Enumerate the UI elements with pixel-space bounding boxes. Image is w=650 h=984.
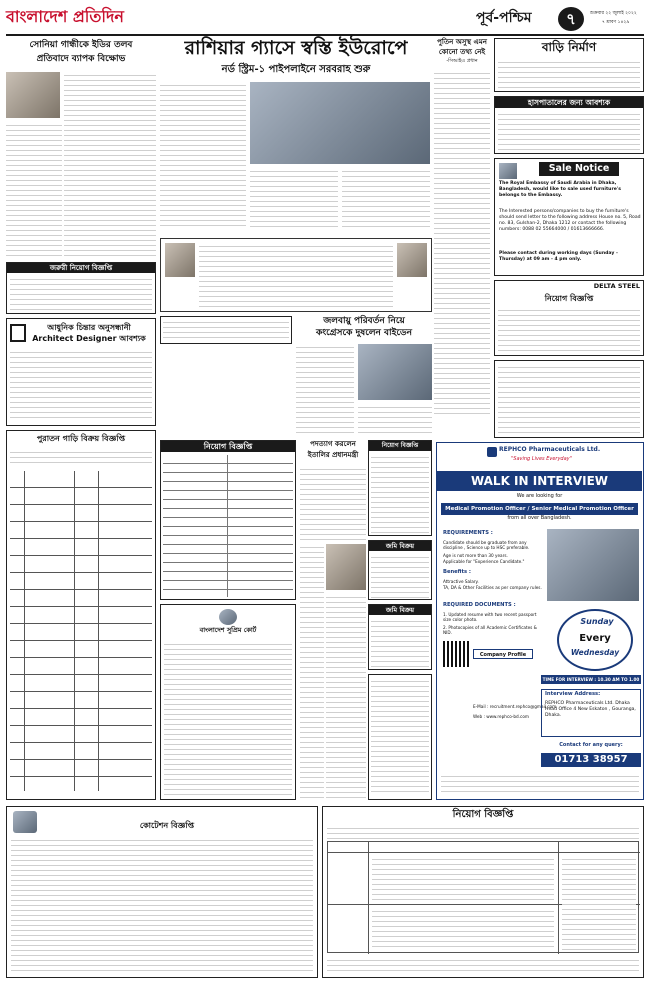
biden-body	[296, 344, 354, 434]
misc-ad	[368, 674, 432, 800]
hospital-ad-title: হাসপাতালের জন্য আবশ্যক	[495, 97, 643, 108]
rephco-ad	[436, 442, 644, 800]
job-notice-3-body	[371, 454, 429, 534]
italy-story	[300, 440, 366, 800]
land-sale-body-1	[371, 554, 429, 598]
job-notice-3	[368, 440, 432, 536]
requirement-2: Age is not more than 30 years.	[443, 553, 508, 558]
tribute-photo-1	[165, 243, 195, 277]
tribute-body	[199, 243, 393, 309]
saudi-emblem	[499, 163, 517, 179]
masthead-rule	[6, 34, 644, 36]
misc-ad-body	[371, 678, 429, 796]
land-sale-ad-2	[368, 604, 432, 670]
tribute-block	[160, 238, 432, 312]
rephco-tagline: "Saving Lives Everyday"	[511, 456, 572, 462]
sunday-label: Sunday	[580, 617, 614, 626]
draghi-photo	[326, 544, 366, 590]
section-title: পূর্ব-পশ্চিম	[476, 10, 532, 26]
main-story-col-3	[342, 168, 430, 230]
court-body	[164, 641, 292, 797]
bottom-job-intro	[327, 825, 639, 839]
house-ad-title: বাড়ি নির্মাণ	[541, 40, 597, 54]
hospital-ad	[494, 96, 644, 154]
left-story-headline-1: সোনিয়া গান্ধীকে ইডির তলব	[29, 40, 133, 50]
rephco-people-photo	[547, 529, 639, 601]
main-story	[160, 38, 432, 233]
email-line: E-Mail : recruitment.rephco@gmail.com	[473, 704, 557, 709]
putin-body	[434, 70, 490, 414]
sale-notice-ad	[494, 158, 644, 276]
bottom-job-notice	[322, 806, 644, 978]
document-2: 2. Photocopies of all Academic Certificates & NID.	[443, 625, 537, 635]
quotation-notice	[6, 806, 318, 978]
main-story-col-1	[160, 82, 246, 230]
italy-body-3	[326, 594, 366, 798]
newspaper-logo: বাংলাদেশ প্রতিদিন	[6, 7, 124, 26]
right-job-body	[498, 364, 640, 436]
putin-story	[434, 38, 490, 418]
main-story-headline: রাশিয়ার গ্যাসে স্বস্তি ইউরোপে	[184, 37, 408, 59]
left-story	[6, 38, 156, 258]
qr-code	[443, 641, 469, 667]
job-notice-3-title: নিয়োগ বিজ্ঞপ্তি	[369, 441, 431, 451]
bottom-job-footer	[327, 957, 639, 975]
rephco-header	[437, 443, 642, 469]
rephco-logo-icon	[487, 447, 497, 457]
pipeline-photo	[250, 82, 430, 164]
contact-phone: 01713 38957	[541, 753, 641, 767]
date-line-2: ৭ শ্রাবণ ১৪২৯	[602, 20, 630, 25]
delta-steel-brand: DELTA STEEL	[593, 282, 640, 290]
biden-story	[296, 316, 432, 436]
benefit-2: TA, DA & Other Facilities as per company rules.	[443, 585, 542, 590]
land-sale-title-1: জমি বিক্রয়	[369, 541, 431, 551]
supreme-court-notice	[160, 604, 296, 800]
delta-steel-title: নিয়োগ বিজ্ঞপ্তি	[544, 294, 594, 303]
walk-in-banner: WALK IN INTERVIEW	[437, 471, 642, 491]
we-are-looking: We are looking for	[516, 493, 563, 499]
sale-notice-body-1: The Royal Embassy of Saudi Arabia in Dhaka, Bangladesh, would like to sale used furniture's belongs to the Embassy.	[499, 181, 621, 198]
putin-byline: -সিআইএ প্রধান	[446, 58, 478, 64]
right-job-ad	[494, 360, 644, 438]
house-construction-ad	[494, 38, 644, 92]
old-car-sale-intro	[10, 449, 152, 467]
job-notice-2-body	[163, 455, 293, 597]
biden-headline-2: কংগ্রেসকে দুষলেন বাইডেন	[316, 328, 412, 338]
sale-notice-body-3: Please contact during working days (Sunday - Thursday) at 09 am - 4 pm only.	[499, 251, 618, 262]
job-notice-2	[160, 440, 296, 600]
biden-body-2	[358, 404, 432, 434]
quotation-logo	[13, 811, 37, 833]
italy-body	[300, 466, 366, 542]
court-emblem	[219, 609, 237, 625]
position-banner: Medical Promotion Officer / Senior Medical Promotion Officer	[441, 503, 638, 515]
italy-headline-1: পদত্যাগ করলেন	[310, 440, 356, 448]
old-car-sale-ad	[6, 430, 156, 800]
sonia-photo	[6, 72, 60, 118]
rephco-footer	[441, 773, 639, 795]
every-label: Every	[579, 633, 611, 644]
job-notice-2-title: নিয়োগ বিজ্ঞপ্তি	[161, 441, 295, 452]
date-line: শুক্রবার ২২ জুলাই ২০২২	[590, 11, 637, 16]
left-story-headline-2: প্রতিবাদে ব্যাপক বিক্ষোভ	[36, 54, 126, 64]
benefits-title: Benefits :	[443, 569, 471, 575]
company-job-ad	[160, 316, 292, 344]
left-story-body-2	[6, 122, 62, 256]
architect-ad-body	[10, 349, 152, 421]
sale-notice-body-2: The Interested persons/companies to buy the furniture's should send letter to the following address House no. 5, Road no. 83, Gulshan-2, Dhaka 1212 or contact the following numbers: 0088 02 55664000 / 01613666666.	[499, 209, 641, 232]
venue-text: REPHCO Pharmaceuticals Ltd. Dhaka Head Office 4 New Eskaton , Gouranga, Dhaka.	[545, 701, 636, 718]
main-story-col-2	[250, 168, 338, 230]
quotation-body	[11, 837, 313, 975]
delta-steel-body	[498, 307, 640, 353]
architect-ad	[6, 318, 156, 426]
urgent-job-ad	[6, 262, 156, 314]
house-ad-body	[498, 59, 640, 89]
main-story-subhead: নর্ড স্ট্রিম-১ পাইপলাইনে সরবরাহ শুরু	[221, 64, 371, 75]
interview-address-box	[541, 689, 641, 737]
company-profile-label: Company Profile	[473, 649, 533, 659]
land-sale-ad-1	[368, 540, 432, 600]
sale-notice-title: Sale Notice	[539, 162, 619, 176]
old-car-table	[10, 471, 152, 791]
bottom-job-table	[327, 841, 639, 953]
web-line: Web : www.rephco-bd.com	[473, 714, 529, 719]
putin-headline-2: কোনো তথ্য নেই	[438, 48, 486, 56]
requirements-title: REQUIREMENTS :	[443, 530, 493, 536]
italy-body-2	[300, 544, 324, 798]
biden-photo	[358, 344, 432, 400]
old-car-sale-title: পুরাতন গাড়ি বিক্রয় বিজ্ঞপ্তি	[36, 434, 126, 443]
company-job-body	[163, 319, 289, 341]
requirement-3: Applicable for "Experience Candidate."	[443, 559, 525, 564]
requirement-1: Candidate should be graduate from any discipline , Science up to HSC preferable.	[443, 540, 530, 550]
architect-ad-title-1: আধুনিক চিন্তার অনুসন্ধানী	[47, 323, 131, 332]
land-sale-body-2	[371, 618, 429, 668]
urgent-job-title: জরুরী নিয়োগ বিজ্ঞপ্তি	[7, 263, 155, 273]
benefit-1: Attractive Salary.	[443, 579, 479, 584]
biden-headline-1: জলবায়ু পরিবর্তন নিয়ে	[323, 316, 405, 326]
page-number: ৭	[558, 7, 584, 31]
land-sale-title-2: জমি বিক্রয়	[369, 605, 431, 615]
venue-title: Interview Address:	[545, 691, 601, 697]
court-title: বাংলাদেশ সুপ্রিম কোর্ট	[199, 626, 257, 634]
italy-headline-2: ইতালির প্রধানমন্ত্রী	[307, 451, 359, 459]
from-all-over: from all over Bangladesh.	[507, 515, 572, 521]
contact-label: Contact for any query:	[559, 742, 623, 748]
wednesday-label: Wednesday	[570, 648, 620, 657]
hospital-ad-body	[498, 111, 640, 151]
quotation-title: কোটেশন বিজ্ঞপ্তি	[139, 821, 195, 830]
rephco-brand: REPHCO Pharmaceuticals Ltd.	[499, 446, 601, 453]
document-1: 1. Updated resume with two recent passport size color photo.	[443, 612, 537, 622]
interview-time: TIME FOR INTERVIEW : 10.30 AM TO 1.00 PM.	[542, 677, 640, 691]
bottom-job-title: নিয়োগ বিজ্ঞপ্তি	[452, 809, 514, 820]
documents-title: REQUIRED DOCUMENTS :	[443, 602, 516, 608]
delta-steel-ad	[494, 280, 644, 356]
putin-headline-1: পুতিন অসুস্থ এমন	[437, 38, 487, 46]
every-day-badge	[557, 609, 633, 671]
masthead	[6, 4, 644, 34]
urgent-job-body	[10, 276, 152, 312]
architect-ad-logo	[10, 324, 26, 342]
tribute-photo-2	[397, 243, 427, 277]
architect-ad-title-2: Architect Designer আবশ্যক	[32, 334, 146, 343]
left-story-body	[64, 72, 156, 256]
